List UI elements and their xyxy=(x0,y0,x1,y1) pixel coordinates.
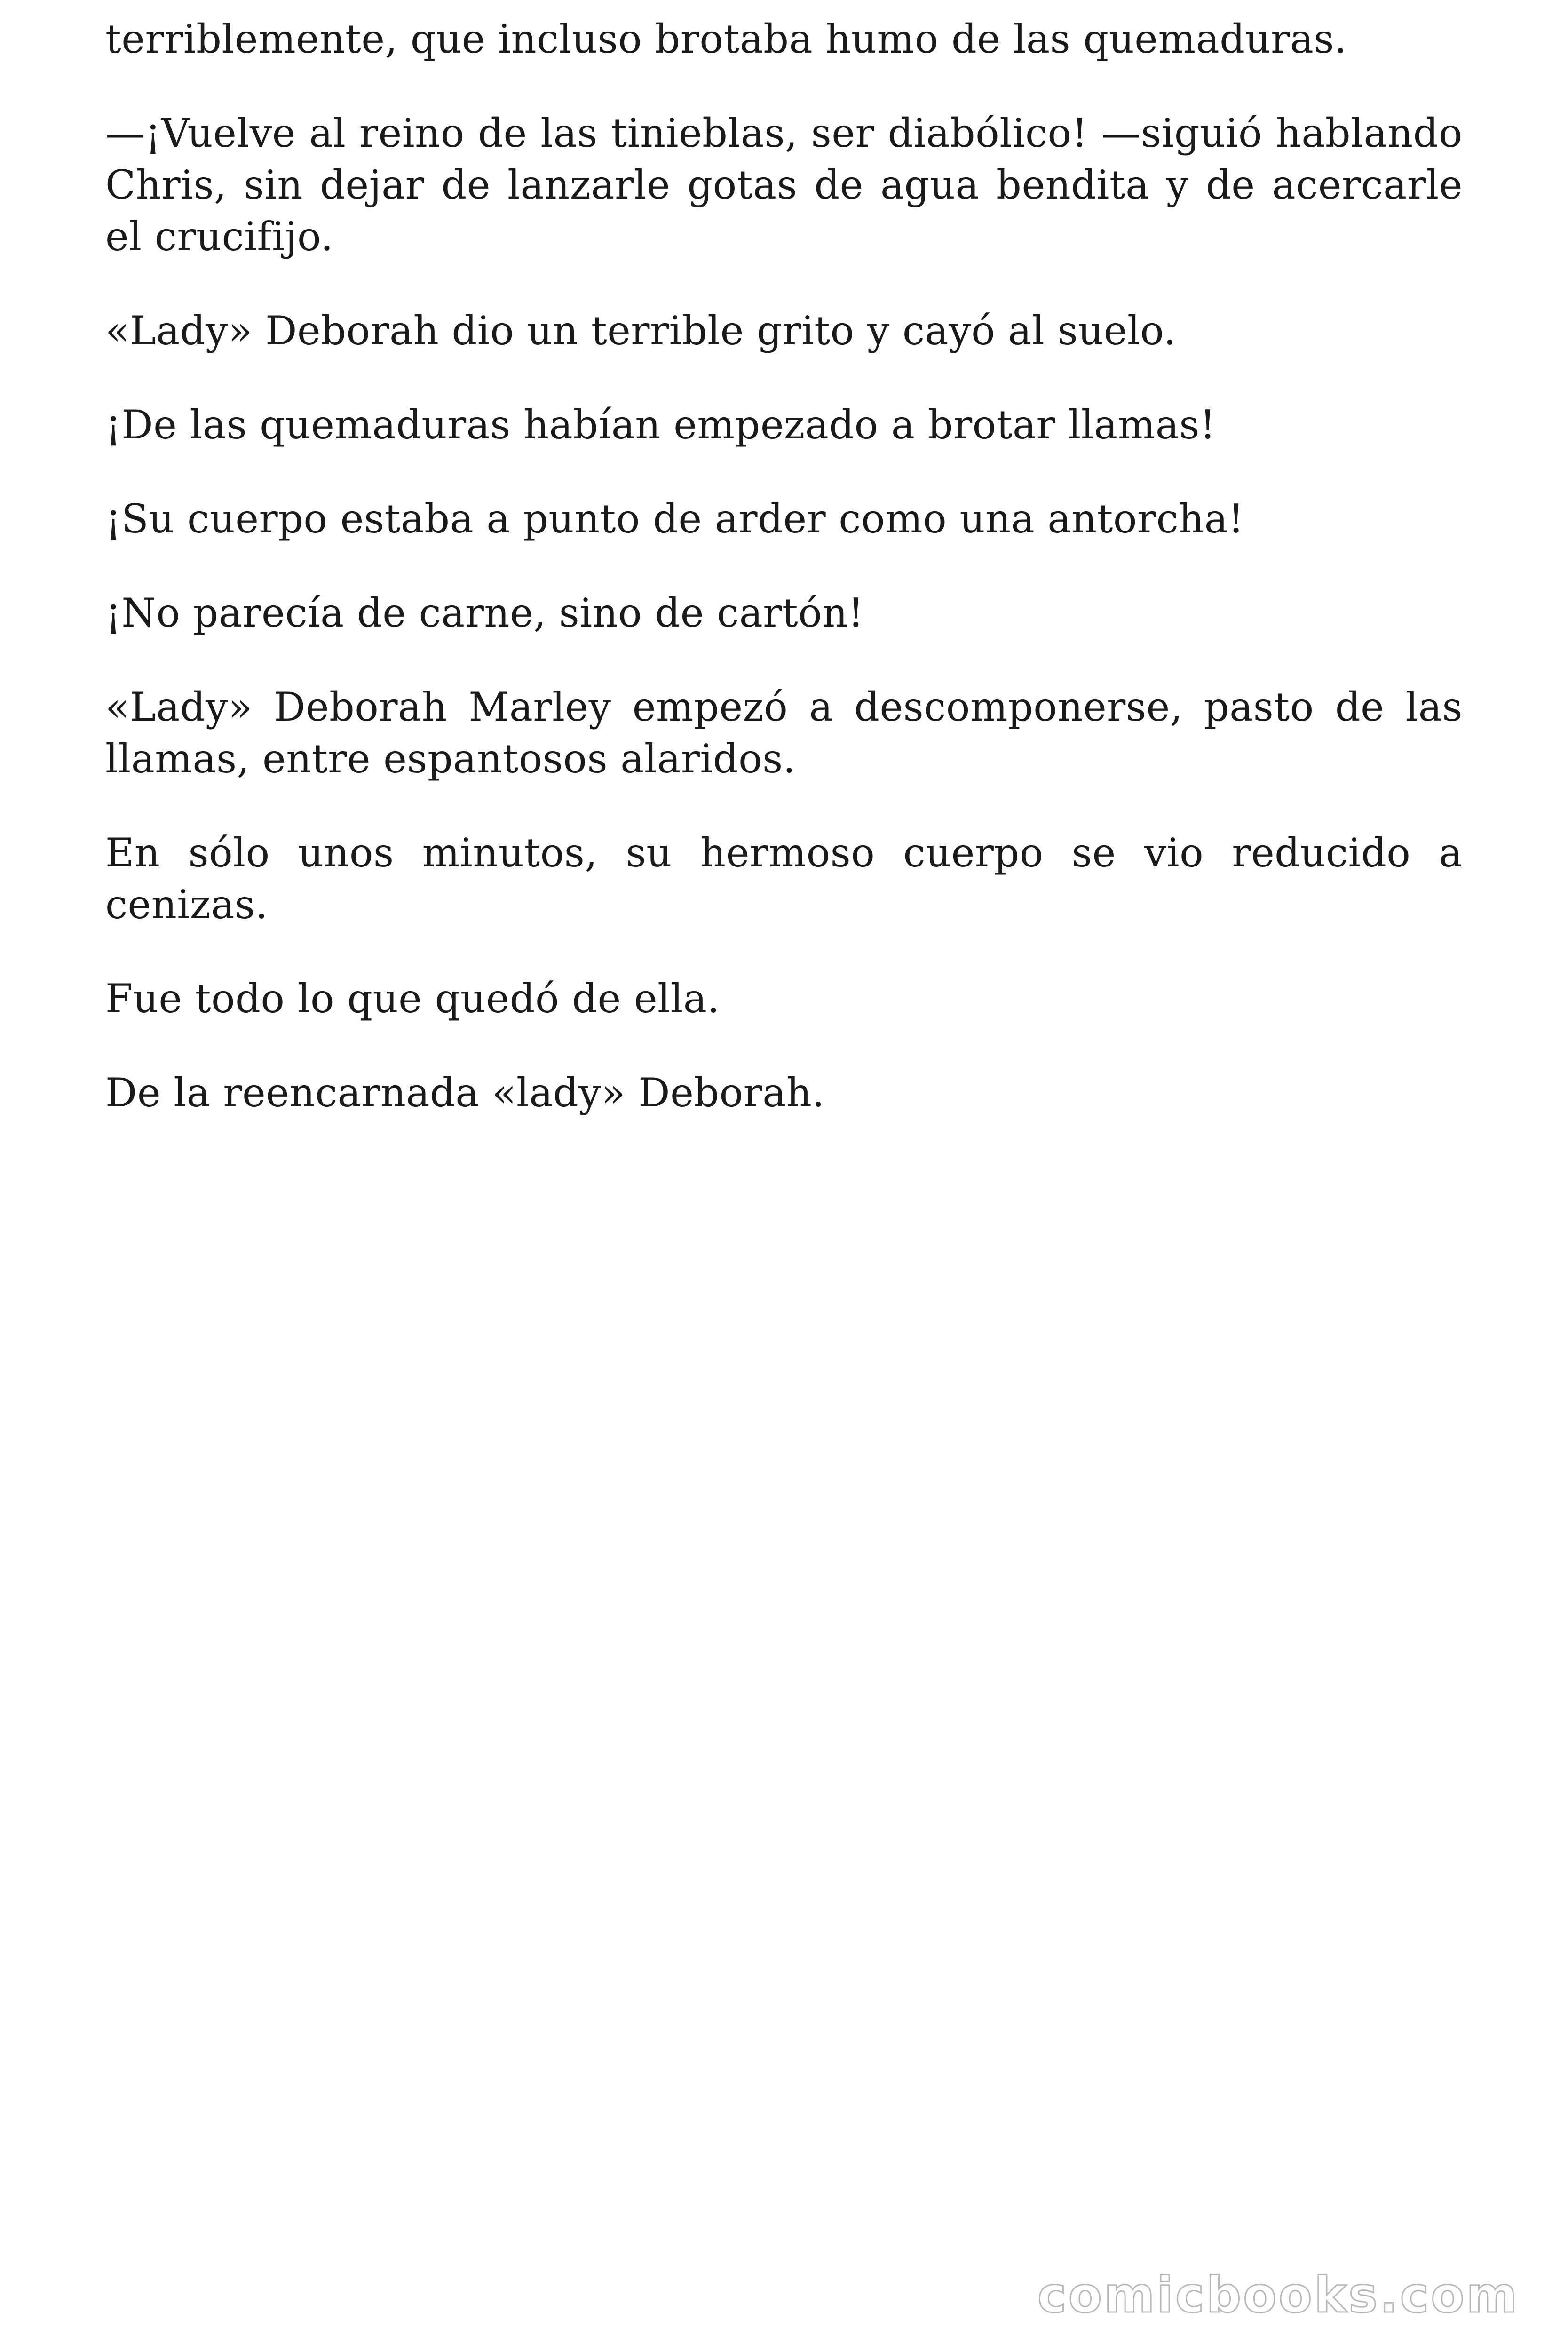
paragraph: ¡Su cuerpo estaba a punto de arder como una antorcha! xyxy=(105,496,1244,542)
paragraph: terriblemente, que incluso brotaba humo de las quemaduras. xyxy=(105,16,1347,62)
paragraph: —¡Vuelve al reino de las tinieblas, ser diabólico! —siguió hablando Chris, sin dejar de lanzarle gotas de agua bendita y de acercarle el crucifijo. xyxy=(105,110,1463,260)
paragraph: ¡No parecía de carne, sino de cartón! xyxy=(105,590,864,636)
document-page xyxy=(105,13,1463,1161)
paragraph: «Lady» Deborah dio un terrible grito y cayó al suelo. xyxy=(105,308,1177,354)
paragraph: Fue todo lo que quedó de ella. xyxy=(105,976,720,1022)
watermark: comicbooks.com xyxy=(1037,2266,1519,2324)
paragraph: ¡De las quemaduras habían empezado a brotar llamas! xyxy=(105,402,1216,448)
paragraph: «Lady» Deborah Marley empezó a descomponerse, pasto de las llamas, entre espantosos alaridos. xyxy=(105,684,1463,782)
paragraph: En sólo unos minutos, su hermoso cuerpo se vio reducido a cenizas. xyxy=(105,830,1463,928)
paragraph: De la reencarnada «lady» Deborah. xyxy=(105,1070,825,1116)
